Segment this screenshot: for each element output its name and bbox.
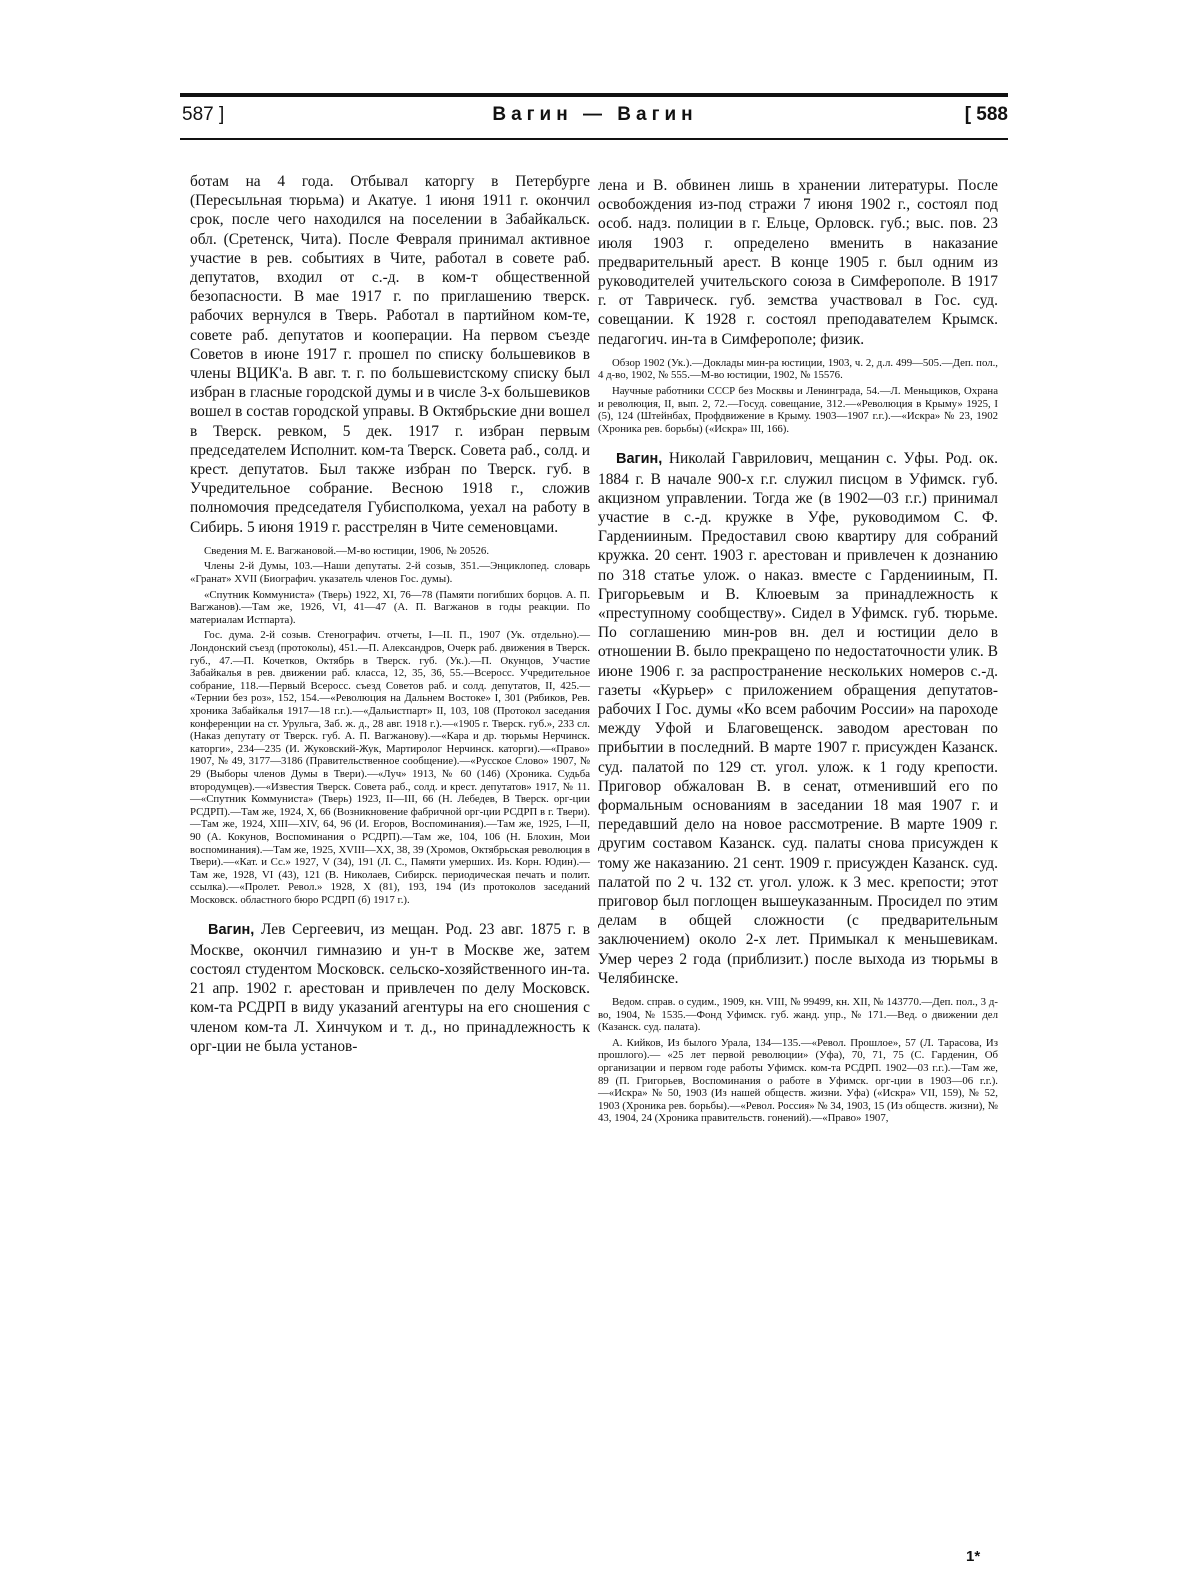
reference-paragraph: Гос. дума. 2-й созыв. Стенографич. отчеты, I—II. П., 1907 (Ук. отдельно).—Лондонский съезд (протоколы), 451.—П. Александров, Очерк раб. движения в Тверск. губ., 47.—П. Кочетков, Октябрь в Тверск. губ. (Ук.).—П. Окунцов, Участие Забайкалья в рев. движении раб. класса, 12, 35, 36, 55.—Всеросс. Учредительное собрание, 118.—Первый Всеросс. съезд Советов раб. и солд. депутатов, II, 425.— «Тернии без роз», 152, 154.—«Революция на Дальнем Востоке» I, 301 (Рябиков, Рев. хроника Забайкалья 1917—18 г.г.).—«Дальистпарт» II, 103, 108 (Протокол заседания конференции на ст. Урульга, Заб. ж. д., 28 авг. 1918 г.).—«1905 г. Тверск. губ.», 233 сл. (Наказ депутату от Тверск. губ. А. П. Вагжанову).—«Кара и др. тюрьмы Нерчинск. каторги», 234—235 (И. Жуковский-Жук, Мартиролог Нерчинск. каторги).—«Право» 1907, № 49, 3177—3186 (Правительственное сообщение).—«Русское Слово» 1907, № 29 (Выборы членов Думы в Твери).—«Луч» 1913, № 60 (146) (Хроника. Судьба втородумцев).—«Известия Тверск. Совета раб., солд. и крест. депутатов» 1917, № 11.—«Спутник Коммуниста» (Тверь) 1923, II—III, 66 (Н. Лебедев, В Тверск. орг-ции РСДРП).—Там же, 1924, X, 66 (Возникновение фабричной орг-ции РСДРП в г. Твери).—Там же, 1924, XIII—XIV, 64, 96 (И. Егоров, Воспоминания).—Там же, 1925, I—II, 90 (А. Кокунов, Воспоминания о РСДРП).—Там же, 104, 106 (Н. Блохин, Мои воспоминания).—Там же, 1925, XVIII—XX, 38, 39 (Хромов, Октябрьская революция в Твери).—«Кат. и Сс.» 1927, V (34), 191 (Л. С., Памяти умерших. Из. Корн. Юдин).—Там же, 1928, VI (43), 121 (В. Николаев, Сибирск. периодическая печать и полит. ссылка).—«Пролет. Револ.» 1928, X (81), 193, 194 (Из протоколов заседаний Московск. областного бюро РСДРП (б) 1917 г.).: [190, 629, 590, 906]
left-column: [190, 172, 590, 1056]
reference-paragraph: Сведения М. Е. Вагжановой.—М-во юстиции, 1906, № 20526.: [204, 544, 490, 557]
page-header: [182, 104, 1008, 132]
signature-mark: 1*: [966, 1548, 981, 1565]
top-rule: [180, 93, 1008, 97]
running-title: Вагин — Вагин: [492, 104, 698, 125]
entry-text: Николай Гаврилович, мещанин с. Уфы. Род. ок. 1884 г. В начале 900-х г.г. служил писцом в Уфимск. губ. акцизном управлении. Тогда же (в 1902—03 г.г.) принимал участие в с.-д. кружке в Уфе, руководимом С. Ф. Гарденииным. Предоставил свою квартиру для собраний кружка. 20 сент. 1903 г. арестован и привлечен к дознанию по 318 статье улож. о наказ. вместе с Гарденииным, П. Григорьевым и В. Клюевым за принадлежность к «преступному сообществу». Сидел в Уфимск. губ. тюрьме. По соглашению мин-ров вн. дел и юстиции дело в отношении В. было прекращено по недостаточности улик. В июне 1906 г. за распространение нескольких номеров с.-д. газеты «Курьер» с приложением обращения депутатов-рабочих I Гос. думы «Ко всем рабочим России» на пароходе между Уфой и Благовещенск. заводом арестован по прибытии в последний. В марте 1907 г. присужден Казанск. суд. палатой по 129 ст. угол. улож. к 1 году крепости. Приговор обжалован В. в сенат, отменивший его по формальным основаниям в заседании 18 мая 1907 г. и передавший дело на новое рассмотрение. В марте 1909 г. другим составом Казанск. суд. палаты снова присужден к тому же наказанию. 21 сент. 1909 г. присужден Казанск. суд. палатой по 2 ч. 132 ст. угол. улож. к 3 мес. крепости; этот приговор был поглощен вышеуказанным. Просидел по этим делам в общей сложности (с предварительным заключением) около 2-х лет. Примыкал к меньшевикам. Умер через 2 года (приблизит.) после выхода из тюрьмы в Челябинске.: [598, 450, 998, 987]
entry-headword: Вагин,: [208, 922, 255, 939]
entry-vagin-nikolai: [598, 449, 998, 988]
page-number-left: 587 ]: [182, 104, 225, 125]
reference-paragraph: Ведом. справ. о судим., 1909, кн. VIII, № 99499, кн. XII, № 143770.—Деп. пол., 3 д-во, 1904, № 1535.—Фонд Уфимск. губ. жанд. упр., № 171.—Вед. о движении дел (Казанск. суд. палата).: [598, 996, 998, 1034]
reference-paragraph: Члены 2-й Думы, 103.—Наши депутаты. 2-й созыв, 351.—Энциклопед. словарь «Гранат» XVII (Биографич. указатель членов Гос. думы).: [190, 560, 590, 586]
reference-paragraph: А. Кийков, Из былого Урала, 134—135.—«Револ. Прошлое», 57 (Л. Тарасова, Из прошлого).— «25 лет первой революции» (Уфа), 70, 71, 75 (С. Гарденин, Об организации и первом годе работы Уфимск. ком-та РСДРП. 1902—03 г.г.).—Там же, 89 (П. Григорьев, Воспоминания о работе в Уфимск. орг-ции в 1903—06 г.г.).—«Искра» № 50, 1903 (Из нашей обществ. жизни. Уфа) («Искра» VII, 159), № 52, 1903 (Хроника рев. борьбы).—«Револ. Россия» № 34, 1903, 15 (Из обществ. жизни), № 43, 1904, 24 (Хроника правительств. гонений).—«Право» 1907,: [598, 1036, 998, 1125]
page-number-right: [ 588: [964, 104, 1008, 125]
reference-paragraph: Обзор 1902 (Ук.).—Доклады мин-ра юстиции, 1903, ч. 2, д.л. 499—505.—Деп. пол., 4 д-во, 1902, № 555.—М-во юстиции, 1902, № 15576.: [598, 356, 998, 382]
right-column: [598, 176, 998, 1128]
reference-paragraph: «Спутник Коммуниста» (Тверь) 1922, XI, 76—78 (Памяти погибших борцов. А. П. Вагжанов).—Там же, 1926, VI, 41—47 (А. П. Вагжанов в годы реакции. По материалам Истпарта).: [190, 588, 590, 626]
references-block: [598, 996, 998, 1125]
entry-headword: Вагин,: [616, 451, 663, 468]
references-block: [598, 357, 998, 436]
reference-paragraph: Научные работники СССР без Москвы и Ленинграда, 54.—Л. Меньщиков, Охрана и революция, II, вып. 2, 72.—Госуд. совещание, 312.—«Революция в Крыму» 1925, I (5), 124 (Штейнбах, Профдвижение в Крыму. 1903—1907 г.г.).—«Искра» № 23, 1902 (Хроника рев. борьбы) («Искра» III, 166).: [598, 385, 998, 435]
references-block: [190, 545, 590, 907]
entry-continuation: ботам на 4 года. Отбывал каторгу в Петербурге (Пересыльная тюрьма) и Акатуе. 1 июня 1911 г. окончил срок, после чего находился на поселении в Забайкальск. обл. (Сретенск, Чита). После Февраля принимал активное участие в рев. событиях в Чите, работал в совете раб. депутатов, входил от с.-д. в ком-т общественной безопасности. В мае 1917 г. по приглашению тверск. рабочих вернулся в Тверь. Работал в партийном ком-те, совете раб. депутатов и кооперации. На первом съезде Советов в июне 1917 г. прошел по списку большевиков в члены ВЦИК'а. В авг. т. г. по большевистскому списку был избран в гласные городской думы и в числе 3-х большевиков вошел в состав городской управы. В Октябрьские дни вошел в Тверск. ревком, 5 дек. 1917 г. избран первым председателем Исполнит. ком-та Тверск. Совета раб., солд. и крест. депутатов. Был также избран по Тверск. губ. в Учредительное собрание. Весною 1918 г., сложив полномочия председателя Губисполкома, уехал на работу в Сибирь. 5 июня 1919 г. расстрелян в Чите семеновцами.: [190, 173, 590, 536]
entry-vagin-lev: [190, 920, 590, 1055]
entry-text: Лев Сергеевич, из мещан. Род. 23 авг. 1875 г. в Москве, окончил гимназию и ун-т в Москве же, затем состоял студентом Московск. сельско-хозяйственного ин-та. 21 апр. 1902 г. арестован и привлечен по делу Московск. ком-та РСДРП в виду указаний агентуры на его сношения с членом ком-та Л. Хинчуком и т. д., но принадлежность к орг-ции не была установ-: [190, 921, 590, 1055]
entry-continuation: лена и В. обвинен лишь в хранении литературы. После освобождения из-под стражи 7 июня 1902 г., состоял под особ. надз. полиции в г. Ельце, Орловск. губ.; выс. пов. 23 июля 1903 г. определено вменить в наказание предварительный арест. В конце 1905 г. был одним из руководителей учительского союза в Симферополе. В 1917 г. от Таврическ. губ. земства участвовал в Гос. суд. совещании. К 1928 г. состоял преподавателем Крымск. педагогич. ин-та в Симферополе; физик.: [598, 177, 998, 348]
header-rule: [180, 138, 1008, 140]
